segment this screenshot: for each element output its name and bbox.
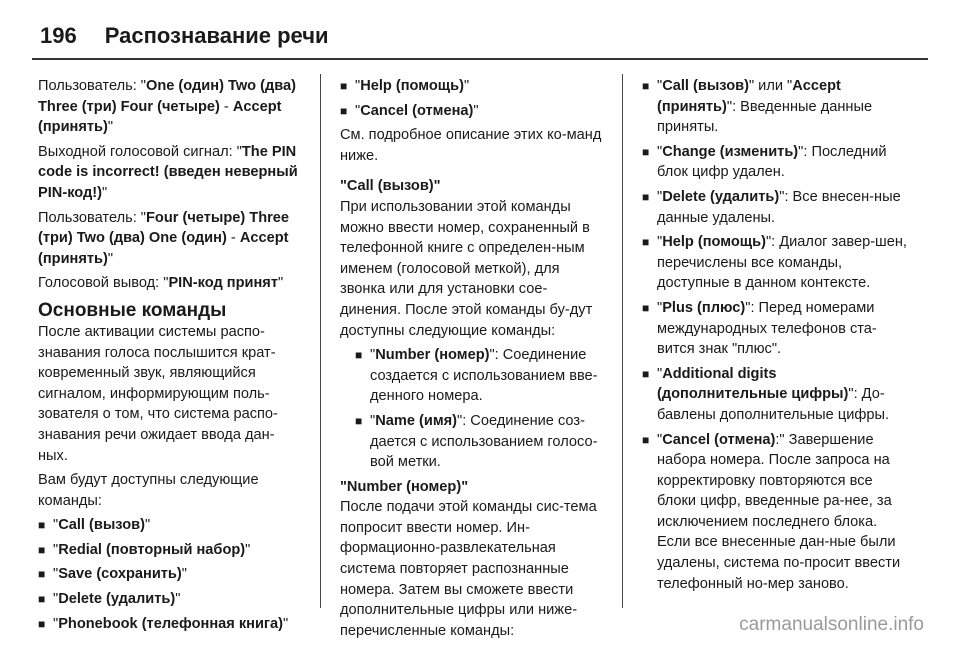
commands-intro: Вам будут доступны следующие команды: — [38, 472, 259, 509]
list-item: ■ "Help (помощь)": Диалог завер-шен, перечислены все команды, доступные в данном контексте. — [642, 234, 907, 292]
list-item: ■ "Name (имя)": Соединение соз-дается с использованием голосо-вой метки. — [355, 412, 598, 471]
see-below-paragraph: См. подробное описание этих ко-манд ниже. — [340, 127, 602, 164]
list-item: ■ "Change (изменить)": Последний блок цифр удален. — [642, 143, 887, 181]
list-item: ■ "Save (сохранить)" — [38, 564, 304, 585]
column-divider — [320, 74, 321, 608]
bullet-icon: ■ — [340, 103, 348, 118]
bullet-icon: ■ — [642, 189, 650, 204]
intro-paragraph: После активации системы распо-знавания голоса послышится крат-ковременный звук, являющийся сигналом, информирующим поль-зователя о том, что система распо-знавания речи ожидает ввода дан-ных. — [38, 323, 278, 464]
header-rule — [32, 58, 928, 60]
list-item: ■ "Call (вызов)" или "Accept (принять)": Введенные данные приняты. — [642, 78, 873, 136]
list-item: ■ "Plus (плюс)": Перед номерами международных телефонов ста-вится знак "плюс". — [642, 299, 877, 358]
call-option-list — [340, 345, 606, 473]
section-heading: Основные команды — [38, 299, 227, 321]
dialog-line-user-2: Пользователь: "Four (четыре) Three (три) Two (два) One (один) - Accept (принять)" — [38, 209, 290, 267]
bullet-icon: ■ — [642, 366, 650, 381]
bullet-icon: ■ — [38, 592, 46, 607]
dialog-line-user-1: Пользователь: "One (один) Two (два) Three (три) Four (четыре) - Accept (принять)" — [38, 78, 297, 136]
bullet-icon: ■ — [642, 144, 650, 159]
dialog-line-voice-2: Голосовой вывод: "PIN-код принят" — [38, 275, 284, 292]
dialog-line-voice-1: Выходной голосовой сигнал: "The PIN code is incorrect! (введен неверный PIN-код!)" — [38, 143, 298, 201]
column-3 — [642, 76, 908, 598]
subheading-call: "Call (вызов)" — [340, 178, 441, 195]
column-1 — [38, 76, 304, 638]
bullet-icon: ■ — [38, 518, 46, 533]
page-header — [40, 16, 329, 56]
bullet-icon: ■ — [38, 567, 46, 582]
watermark: carmanualsonline.info — [739, 614, 924, 635]
page-title: Распознавание речи — [104, 23, 329, 48]
bullet-icon: ■ — [355, 348, 363, 363]
command-list — [38, 515, 304, 634]
bullet-icon: ■ — [38, 616, 46, 631]
number-command-list — [642, 76, 908, 594]
list-item: ■ "Delete (удалить)" — [38, 589, 304, 610]
list-item: ■ "Delete (удалить)": Все внесен-ные данные удалены. — [642, 188, 901, 226]
subheading-number: "Number (номер)" — [340, 478, 469, 495]
bullet-icon: ■ — [340, 79, 348, 93]
command-list — [340, 76, 606, 121]
bullet-icon: ■ — [642, 432, 650, 447]
bullet-icon: ■ — [642, 300, 650, 315]
page-number: 196 — [40, 23, 77, 48]
list-item: ■ "Additional digits (дополнительные цифры)": До-бавлены дополнительные цифры. — [642, 365, 890, 423]
column-2 — [340, 76, 606, 645]
list-item: ■ "Call (вызов)" — [38, 515, 304, 536]
list-item: ■ "Help (помощь)" — [340, 76, 606, 97]
list-item: ■ "Cancel (отмена):" Завершение набора номера. После запроса на корректировку повторяются все блоки цифр, введенные ра-нее, за исключением последнего блока. Если все внесенные дан-ные были удалены, система по-просит ввести телефонный но-мер заново. — [642, 431, 901, 592]
list-item: ■ "Redial (повторный набор)" — [38, 540, 304, 561]
column-divider — [622, 74, 623, 608]
bullet-icon: ■ — [642, 79, 650, 93]
bullet-icon: ■ — [38, 542, 46, 557]
bullet-icon: ■ — [355, 413, 363, 428]
number-paragraph: После подачи этой команды сис-тема попросит ввести номер. Ин-формационно-развлекательная система повторяет распознанные номера. Затем вы сможете ввести дополнительные цифры или ниже-перечисленные команды: — [340, 499, 597, 639]
list-item: ■ "Phonebook (телефонная книга)" — [38, 614, 304, 635]
call-paragraph: При использовании этой команды можно ввести номер, сохраненный в телефонной книге с определен-ным именем (голосовой меткой), для звонка или для установки сое-динения. После этой команды бу-дут доступны следующие команды: — [340, 198, 593, 339]
bullet-icon: ■ — [642, 235, 650, 250]
list-item: ■ "Number (номер)": Соединение создается с использованием вве-денного номера. — [355, 347, 598, 405]
list-item: ■ "Cancel (отмена)" — [340, 101, 606, 122]
